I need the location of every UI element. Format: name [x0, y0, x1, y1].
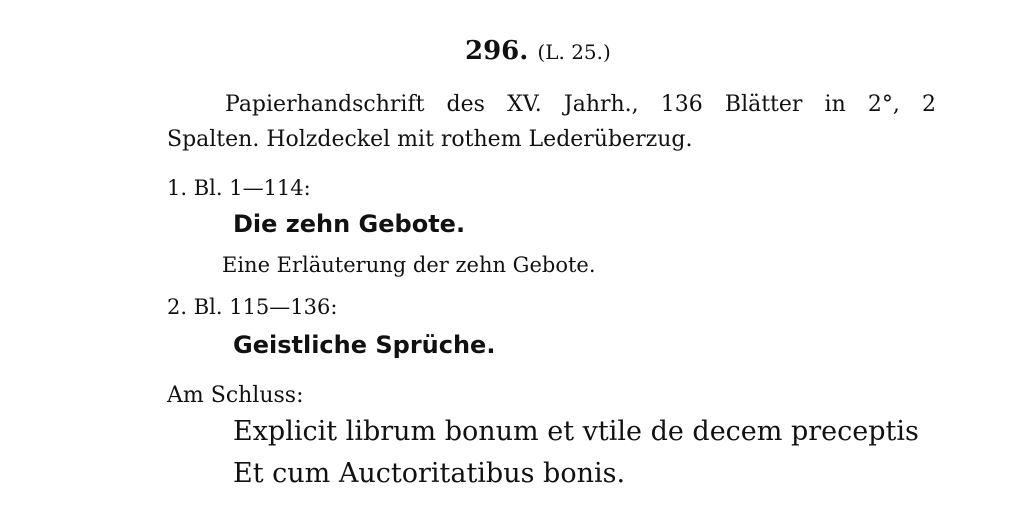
section-2-label: 2. Bl. 115—136:	[167, 295, 338, 319]
entry-reference: (L. 25.)	[537, 40, 611, 64]
entry-number: 296.	[465, 36, 529, 66]
section-1-title: Die zehn Gebote.	[233, 210, 466, 238]
entry-heading	[465, 36, 611, 66]
description-line-2: Spalten. Holzdeckel mit rothem Lederüberzug.	[167, 127, 693, 152]
section-1-note: Eine Erläuterung der zehn Gebote.	[222, 253, 596, 277]
section-1-label: 1. Bl. 1—114:	[167, 176, 311, 200]
section-2-title: Geistliche Sprüche.	[233, 331, 496, 359]
closing-label: Am Schluss:	[167, 383, 304, 408]
closing-quote-line-1: Explicit librum bonum et vtile de decem preceptis	[233, 416, 919, 447]
closing-quote-line-2: Et cum Auctoritatibus bonis.	[233, 458, 626, 489]
description-line-1: Papierhandschrift des XV. Jahrh., 136 Blätter in 2°, 2	[225, 92, 936, 117]
